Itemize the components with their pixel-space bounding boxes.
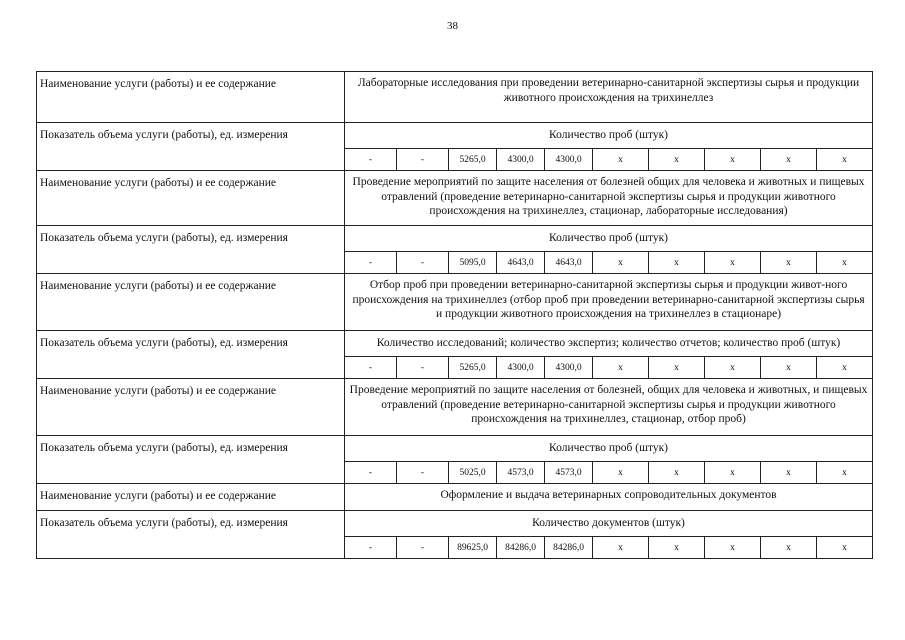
value-cell: 4300,0 bbox=[497, 357, 545, 379]
value-cell: x bbox=[705, 462, 761, 484]
value-cell: x bbox=[705, 252, 761, 274]
value-cell: 4643,0 bbox=[497, 252, 545, 274]
service-description: Лабораторные исследования при проведении ветеринарно-санитарной экспертизы сырья и продукции животного происхождения на трихинеллез bbox=[345, 72, 873, 123]
value-cell: x bbox=[593, 537, 649, 559]
page-number: 38 bbox=[447, 20, 458, 32]
value-cell: x bbox=[817, 149, 873, 171]
measure-row bbox=[37, 123, 873, 149]
value-cell: - bbox=[345, 149, 397, 171]
value-cell: x bbox=[705, 149, 761, 171]
value-cell: x bbox=[593, 252, 649, 274]
services-table-body bbox=[37, 72, 873, 559]
service-name-row bbox=[37, 274, 873, 331]
value-cell: - bbox=[397, 357, 449, 379]
service-name-row bbox=[37, 171, 873, 226]
service-name-label: Наименование услуги (работы) и ее содержание bbox=[37, 484, 345, 511]
value-cell: 89625,0 bbox=[449, 537, 497, 559]
value-cell: x bbox=[705, 537, 761, 559]
service-name-label: Наименование услуги (работы) и ее содержание bbox=[37, 171, 345, 226]
service-description: Проведение мероприятий по защите населения от болезней, общих для человека и животных, и пищевых отравлений (проведение ветеринарно-санитарной экспертизы сырья и продукции животного происхождения на трихинеллез, стационар, отбор проб) bbox=[345, 379, 873, 436]
value-cell: 5095,0 bbox=[449, 252, 497, 274]
value-cell: x bbox=[761, 149, 817, 171]
value-cell: x bbox=[649, 357, 705, 379]
measure-unit: Количество исследований; количество экспертиз; количество отчетов; количество проб (штук) bbox=[345, 331, 873, 357]
measure-label: Показатель объема услуги (работы), ед. измерения bbox=[37, 331, 345, 379]
value-cell: 4643,0 bbox=[545, 252, 593, 274]
measure-label: Показатель объема услуги (работы), ед. измерения bbox=[37, 226, 345, 274]
value-cell: x bbox=[649, 252, 705, 274]
value-cell: 4300,0 bbox=[545, 149, 593, 171]
value-cell: 4573,0 bbox=[497, 462, 545, 484]
value-cell: 4300,0 bbox=[545, 357, 593, 379]
measure-row bbox=[37, 226, 873, 252]
service-name-label: Наименование услуги (работы) и ее содержание bbox=[37, 274, 345, 331]
value-cell: 4300,0 bbox=[497, 149, 545, 171]
value-cell: 84286,0 bbox=[497, 537, 545, 559]
value-cell: 5265,0 bbox=[449, 149, 497, 171]
value-cell: - bbox=[345, 252, 397, 274]
measure-row bbox=[37, 331, 873, 357]
value-cell: x bbox=[761, 462, 817, 484]
value-cell: - bbox=[397, 537, 449, 559]
services-table bbox=[36, 71, 873, 559]
service-name-row bbox=[37, 484, 873, 511]
value-cell: 84286,0 bbox=[545, 537, 593, 559]
value-cell: x bbox=[817, 537, 873, 559]
value-cell: x bbox=[649, 462, 705, 484]
value-cell: x bbox=[761, 252, 817, 274]
value-cell: - bbox=[345, 537, 397, 559]
value-cell: - bbox=[397, 149, 449, 171]
value-cell: x bbox=[817, 462, 873, 484]
value-cell: - bbox=[345, 357, 397, 379]
value-cell: - bbox=[397, 462, 449, 484]
service-name-row bbox=[37, 72, 873, 123]
value-cell: x bbox=[649, 537, 705, 559]
measure-unit: Количество проб (штук) bbox=[345, 123, 873, 149]
value-cell: x bbox=[649, 149, 705, 171]
measure-row bbox=[37, 511, 873, 537]
value-cell: x bbox=[593, 149, 649, 171]
value-cell: 5025,0 bbox=[449, 462, 497, 484]
value-cell: 5265,0 bbox=[449, 357, 497, 379]
measure-label: Показатель объема услуги (работы), ед. измерения bbox=[37, 511, 345, 559]
value-cell: x bbox=[593, 462, 649, 484]
value-cell: 4573,0 bbox=[545, 462, 593, 484]
service-description: Проведение мероприятий по защите населения от болезней общих для человека и животных и пищевых отравлений (проведение ветеринарно-санитарной экспертизы сырья и продукции животного происхождения на трихинеллез, стационар, лабораторные исследования) bbox=[345, 171, 873, 226]
measure-label: Показатель объема услуги (работы), ед. измерения bbox=[37, 436, 345, 484]
value-cell: x bbox=[817, 357, 873, 379]
measure-row bbox=[37, 436, 873, 462]
service-name-label: Наименование услуги (работы) и ее содержание bbox=[37, 72, 345, 123]
measure-label: Показатель объема услуги (работы), ед. измерения bbox=[37, 123, 345, 171]
service-name-label: Наименование услуги (работы) и ее содержание bbox=[37, 379, 345, 436]
service-name-row bbox=[37, 379, 873, 436]
value-cell: x bbox=[593, 357, 649, 379]
value-cell: x bbox=[817, 252, 873, 274]
value-cell: x bbox=[761, 537, 817, 559]
value-cell: - bbox=[345, 462, 397, 484]
service-description: Отбор проб при проведении ветеринарно-санитарной экспертизы сырья и продукции живот-ного происхождения на трихинеллез (отбор проб при проведении ветеринарно-санитарной экспертизы сырья и продукции животного происхождения на трихинеллез в стационаре) bbox=[345, 274, 873, 331]
value-cell: x bbox=[705, 357, 761, 379]
measure-unit: Количество проб (штук) bbox=[345, 436, 873, 462]
measure-unit: Количество проб (штук) bbox=[345, 226, 873, 252]
measure-unit: Количество документов (штук) bbox=[345, 511, 873, 537]
value-cell: x bbox=[761, 357, 817, 379]
value-cell: - bbox=[397, 252, 449, 274]
service-description: Оформление и выдача ветеринарных сопроводительных документов bbox=[345, 484, 873, 511]
